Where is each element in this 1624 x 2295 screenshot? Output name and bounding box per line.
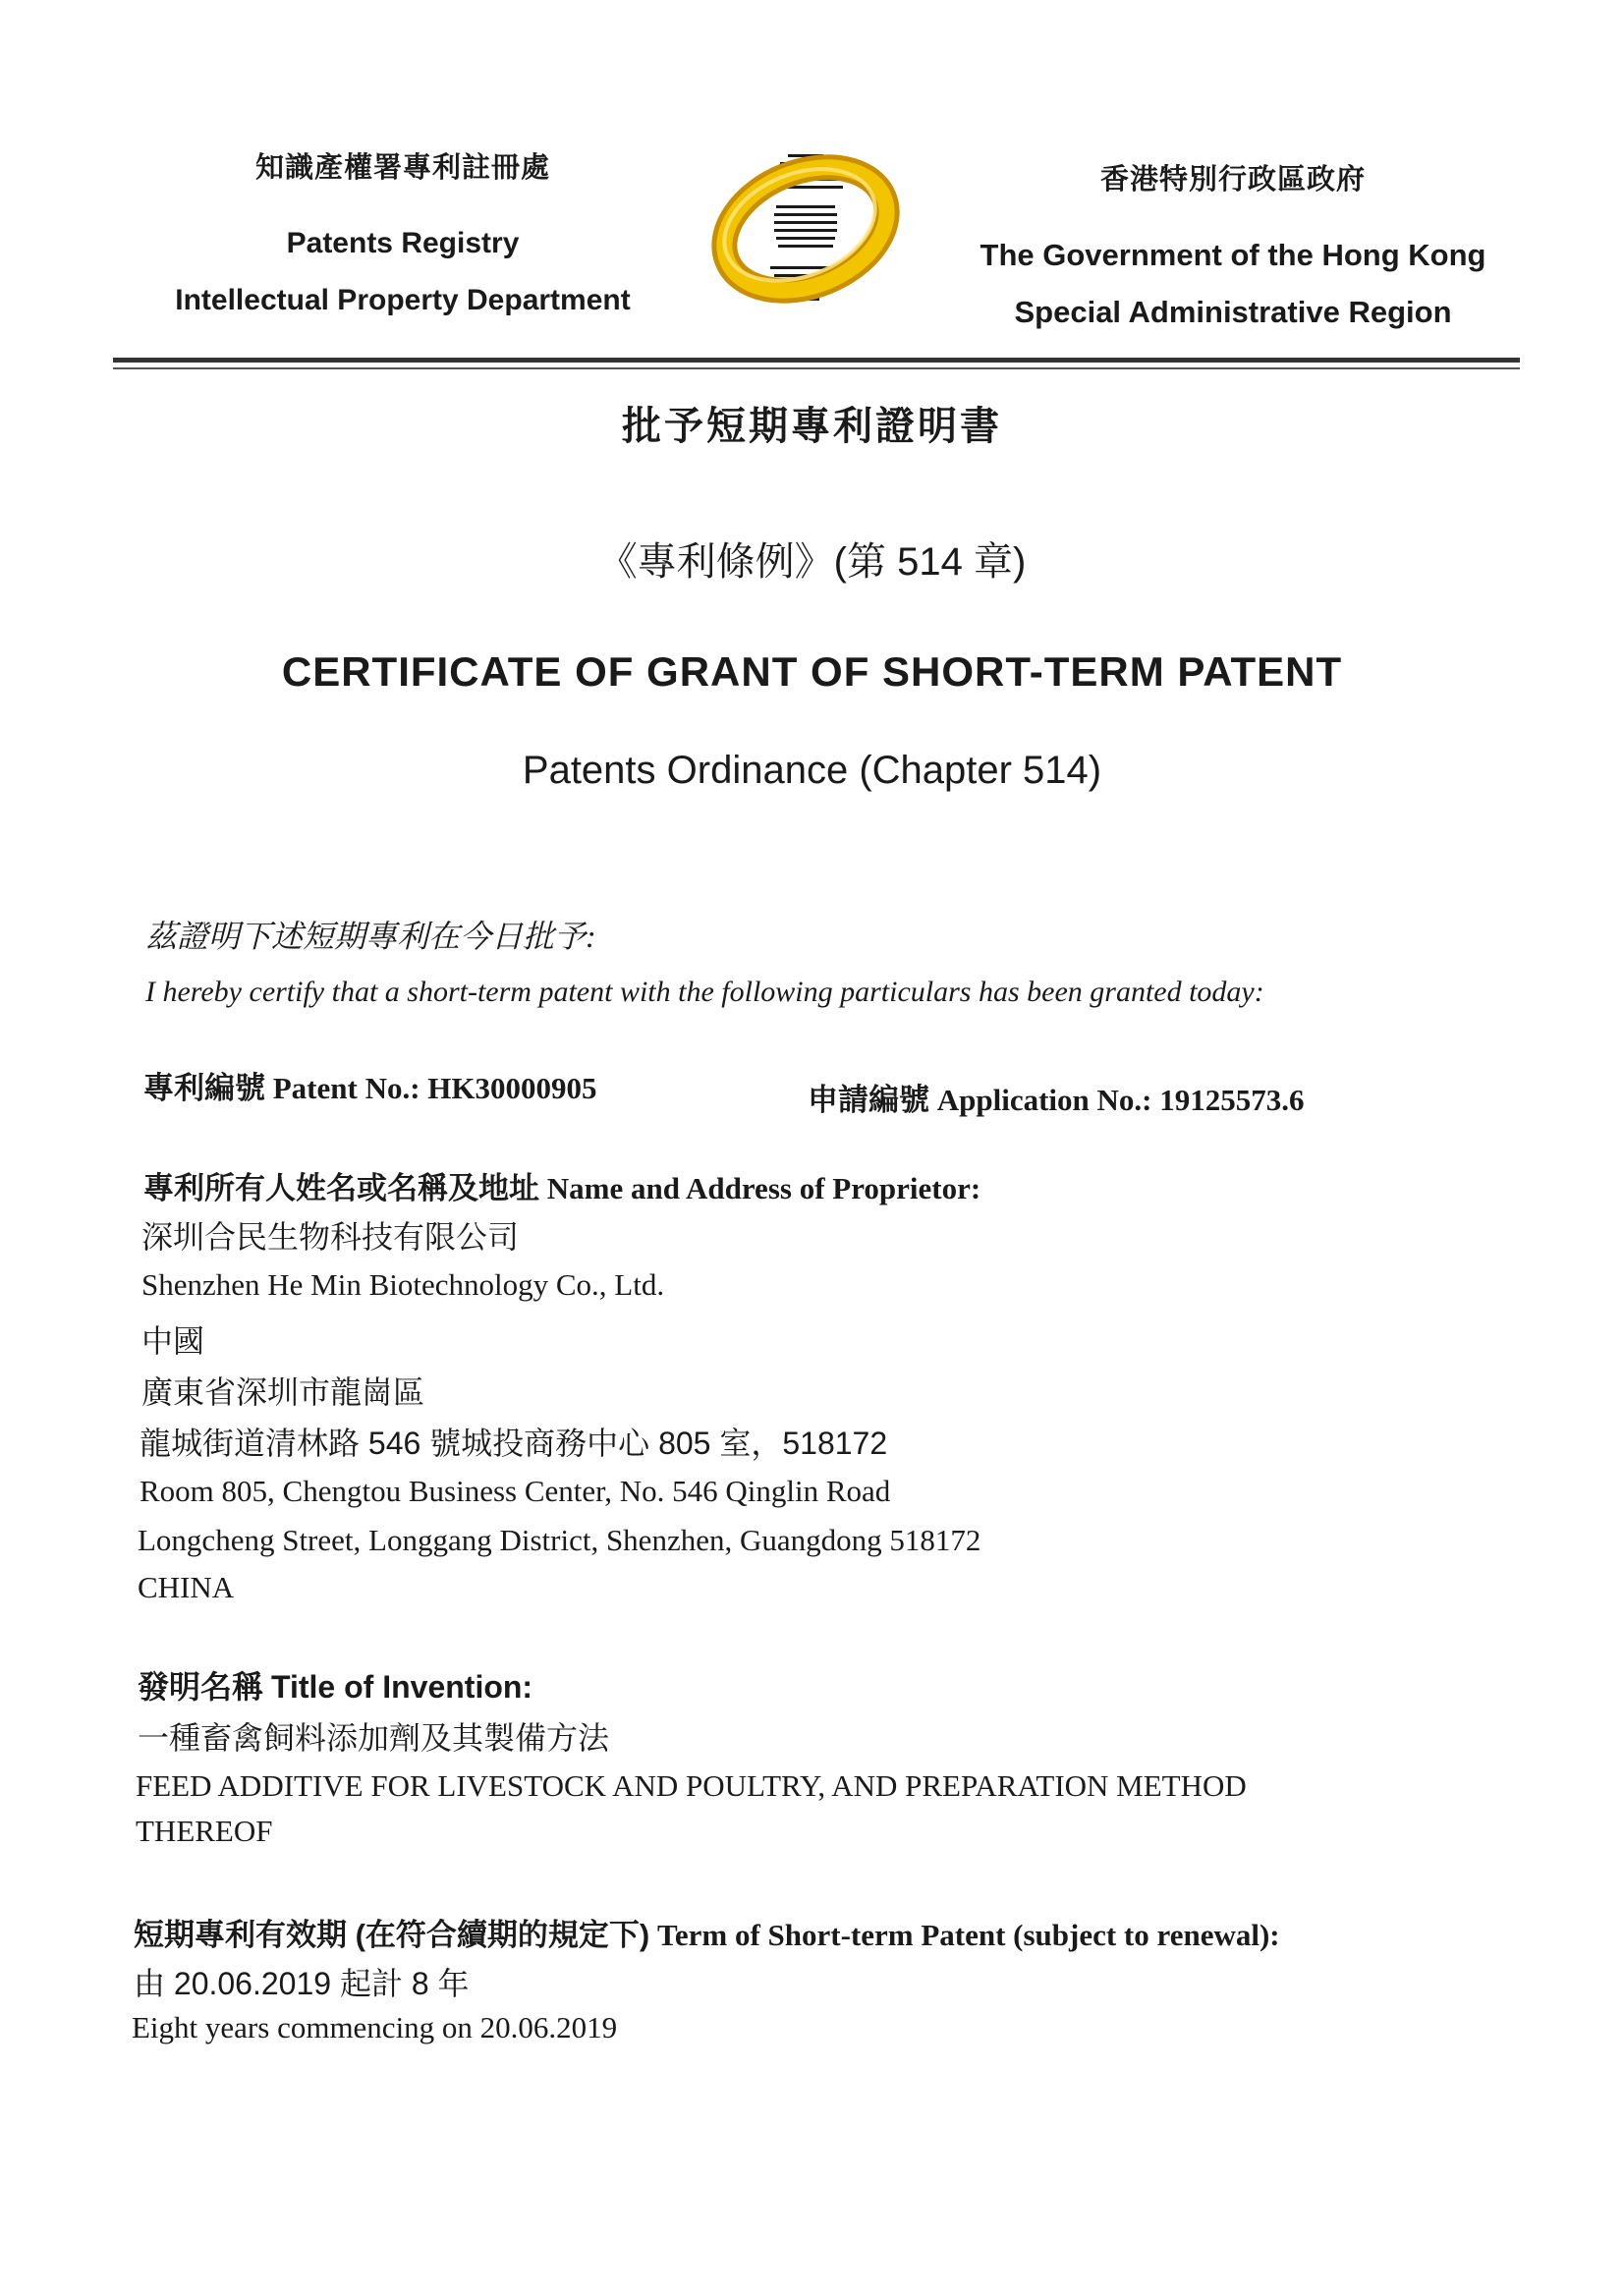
government-name-en-1: The Government of the Hong Kong xyxy=(980,238,1486,272)
patent-no-label-en: Patent No.: xyxy=(272,1071,420,1105)
invention-title-zh: 一種畜禽飼料添加劑及其製備方法 xyxy=(138,1720,610,1756)
proprietor-address-en-2: Longcheng Street, Longgang District, Shenzhen, Guangdong 518172 xyxy=(138,1523,981,1557)
term-label xyxy=(134,1910,1280,1954)
certificate-title-zh: 批予短期專利證明書 xyxy=(622,405,1002,448)
invention-label xyxy=(138,1662,532,1707)
proprietor-address-en-1: Room 805, Chengtou Business Center, No. 546 Qinglin Road xyxy=(140,1474,891,1508)
invention-title-en-1: FEED ADDITIVE FOR LIVESTOCK AND POULTRY, AND PREPARATION METHOD xyxy=(136,1768,1247,1803)
proprietor-label-en: Name and Address of Proprietor: xyxy=(546,1171,981,1205)
certify-statement-zh: 茲證明下述短期專利在今日批予: xyxy=(145,919,596,954)
government-name-en-2: Special Administrative Region xyxy=(1014,295,1452,329)
certify-statement-en: I hereby certify that a short-term patent with the following particulars has been granted today: xyxy=(145,976,1264,1008)
patent-no-label-zh: 專利編號 xyxy=(143,1071,265,1105)
term-label-en: Term of Short-term Patent (subject to renewal): xyxy=(657,1918,1280,1952)
application-number-row xyxy=(808,1075,1305,1119)
issuer-name-en-2: Intellectual Property Department xyxy=(175,284,631,316)
proprietor-address-zh-2: 龍城街道清林路 546 號城投商務中心 805 室，518172 xyxy=(140,1426,888,1461)
header-divider-thin xyxy=(113,367,1520,369)
invention-title-en-2: THEREOF xyxy=(136,1814,273,1848)
government-block xyxy=(958,157,1508,341)
application-no-value: 19125573.6 xyxy=(1159,1083,1305,1117)
hksar-ring-logo-icon xyxy=(707,142,904,314)
issuer-name-en-1: Patents Registry xyxy=(286,227,520,259)
proprietor-country-en: CHINA xyxy=(138,1570,235,1604)
header-divider xyxy=(113,358,1520,363)
invention-label-zh: 發明名稱 xyxy=(138,1669,264,1705)
certificate-title-en: CERTIFICATE OF GRANT OF SHORT-TERM PATENT xyxy=(281,648,1343,695)
ordinance-en: Patents Ordinance (Chapter 514) xyxy=(522,749,1102,792)
ordinance-zh: 《專利條例》(第 514 章) xyxy=(597,540,1027,584)
proprietor-label-zh: 專利所有人姓名或名稱及地址 xyxy=(143,1171,539,1205)
term-value-zh: 由 20.06.2019 起計 8 年 xyxy=(134,1966,470,2001)
proprietor-address-zh-1: 廣東省深圳市龍崗區 xyxy=(141,1374,425,1410)
issuer-name-zh: 知識產權署專利註冊處 xyxy=(254,152,550,184)
issuer-block xyxy=(147,145,658,329)
patent-no-value: HK30000905 xyxy=(427,1071,597,1105)
term-value-en: Eight years commencing on 20.06.2019 xyxy=(132,2010,618,2044)
patent-number-row xyxy=(143,1063,597,1107)
proprietor-label xyxy=(143,1163,980,1207)
application-no-label-en: Application No.: xyxy=(936,1083,1152,1117)
application-no-label-zh: 申請編號 xyxy=(808,1083,929,1117)
proprietor-name-zh: 深圳合民生物科技有限公司 xyxy=(141,1219,520,1255)
proprietor-name-en: Shenzhen He Min Biotechnology Co., Ltd. xyxy=(141,1267,665,1302)
proprietor-country-zh: 中國 xyxy=(141,1323,205,1359)
invention-label-en: Title of Invention: xyxy=(271,1669,533,1705)
government-name-zh: 香港特別行政區政府 xyxy=(1099,164,1366,196)
term-label-zh: 短期專利有效期 (在符合續期的規定下) xyxy=(134,1918,650,1952)
